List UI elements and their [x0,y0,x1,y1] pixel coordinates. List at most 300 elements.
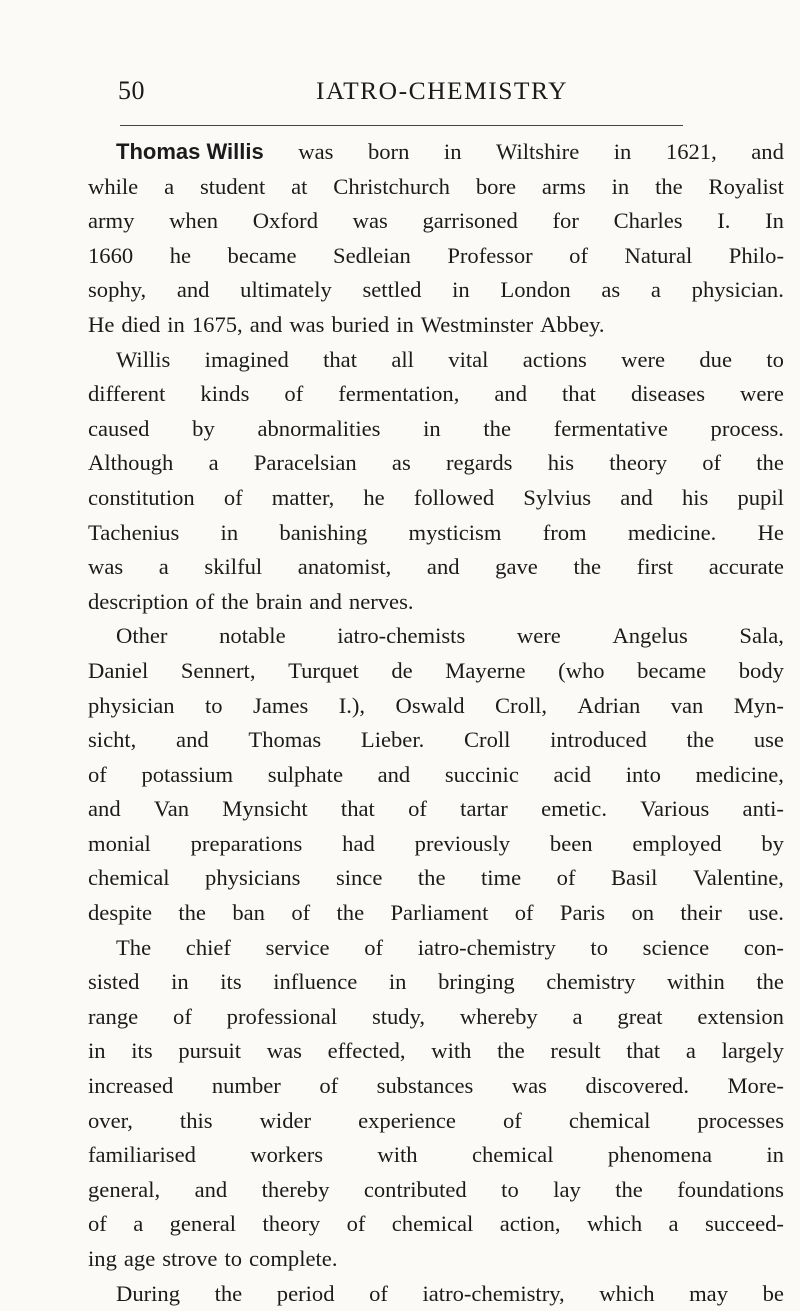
word: foundations [677,1176,784,1202]
word: chemical [88,865,170,891]
word: was [352,208,388,234]
page-number: 50 [118,76,145,105]
word: with [431,1038,472,1064]
word: physicians [205,865,301,891]
word: medicine, [695,761,784,787]
word: the [756,969,784,995]
word: emetic. [541,796,607,822]
word: and [249,311,283,337]
word: into [625,761,661,787]
word: body [738,657,784,683]
text-line [88,1242,784,1277]
word: (who [558,657,605,683]
text-line [88,170,784,205]
word: Croll [463,727,511,753]
text-line [88,239,784,274]
word: Lieber. [360,727,425,753]
word: their [680,900,722,926]
word: a [572,1003,583,1029]
word: and [494,381,527,407]
text-line [88,550,784,585]
word: on [631,900,655,926]
word: introduced [550,727,647,753]
text-line [88,308,784,343]
text-line [88,1277,784,1311]
word: vital [448,346,489,372]
word: the [655,173,683,199]
word: previously [414,830,511,856]
text-line [88,758,784,793]
word: fermentation, [338,381,460,407]
word: due [699,346,732,372]
word: the [686,727,715,753]
word: was [88,554,124,580]
word: chemical [471,1142,554,1168]
word: mysticism [408,519,502,545]
word: in [766,1142,784,1168]
word: thereby [261,1176,330,1202]
word: and [377,761,411,787]
word: student [199,173,266,199]
word: of [556,865,576,891]
word: of [346,1211,366,1237]
word: by [761,830,784,856]
word: Sedleian [333,242,411,268]
word: became [227,242,297,268]
word: all [391,346,414,372]
word: chemical [391,1211,474,1237]
word: Other [116,623,168,649]
word: and [176,727,209,753]
word: of [569,242,588,268]
word: of [502,1107,522,1133]
word: and [309,588,342,614]
word: preparations [190,830,303,856]
word: con- [743,934,784,960]
word: Valentine, [692,865,784,891]
word: Croll, [494,692,548,718]
word: in [88,1038,106,1064]
word: sisted [88,969,140,995]
word: Charles [613,208,683,234]
word: different [88,381,166,407]
word: anti- [742,796,784,822]
word: while [88,173,139,199]
text-line [88,965,784,1000]
word: Mayerne [445,657,526,683]
word: strove [162,1246,218,1271]
word: was [298,139,334,164]
word: kinds [200,381,250,407]
word: of [195,588,215,614]
word: Philo- [728,242,784,268]
word: he [363,484,385,510]
word: monial [88,830,151,856]
word: to [766,346,784,372]
word: of [223,484,243,510]
word: became [637,657,707,683]
word: despite [88,900,152,926]
word: Oswald [395,692,465,718]
word: During [116,1280,181,1306]
word: succeed- [704,1211,784,1237]
word: He [88,311,115,337]
bold-name: Thomas Willis [116,139,264,164]
word: gave [495,554,538,580]
text-line [88,204,784,239]
word: action, [499,1211,561,1237]
word: tartar [460,796,508,822]
word: in [611,173,630,199]
word: science [642,934,710,960]
text-line [88,1138,784,1173]
word: followed [413,484,495,510]
word: his [681,484,709,510]
text-line [88,1069,784,1104]
word: the [483,415,511,441]
word: complete. [249,1246,338,1271]
word: Westminster [420,311,534,337]
word: More- [727,1073,784,1099]
word: time [480,865,522,891]
word: and [751,139,784,164]
word: Daniel [88,657,149,683]
word: employed [632,830,722,856]
word: its [131,1038,153,1064]
word: de [391,657,413,683]
word: Wiltshire [496,139,580,164]
word: with [377,1142,418,1168]
word: Myn- [733,692,784,718]
word: a [650,277,661,303]
word: chief [185,934,231,960]
word: may [689,1280,728,1306]
word: caused [88,415,150,441]
word: I.), [338,692,366,718]
word: Mynsicht [222,796,308,822]
word: of [284,381,304,407]
word: pupil [737,484,784,510]
word: actions [522,346,587,372]
text-line [88,135,784,170]
word: of [408,796,427,822]
word: imagined [204,346,289,372]
text-line [88,1173,784,1208]
word: for [552,208,579,234]
word: of [319,1073,339,1099]
word: Christchurch [333,173,450,199]
word: Although [88,450,174,476]
word: ing [88,1246,117,1271]
text-line [88,585,784,620]
word: at [291,173,308,199]
word: I. [717,208,731,234]
word: age [123,1246,156,1271]
text-line [88,1000,784,1035]
word: wider [259,1107,312,1133]
word: he [169,242,192,268]
word: as [391,450,411,476]
text-line [88,896,784,931]
word: service [265,934,330,960]
word: iatro-chemists [337,623,466,649]
word: acid [553,761,592,787]
word: Professor [447,242,533,268]
word: of [173,1003,192,1029]
word: by [192,415,215,441]
text-line [88,931,784,966]
word: sulphate [267,761,343,787]
word: substances [376,1073,474,1099]
word: Thomas [248,727,322,753]
word: which [586,1211,643,1237]
word: the [178,900,206,926]
word: in [423,415,441,441]
word: medicine. [627,519,717,545]
word: first [636,554,674,580]
word: that [626,1038,661,1064]
word: in [220,519,239,545]
word: a [133,1211,144,1237]
word: fermentative [553,415,668,441]
word: since [335,865,383,891]
word: chemical [568,1107,651,1133]
word: when [169,208,219,234]
word: Turquet [288,657,359,683]
word: description [88,588,189,614]
body-text [88,135,784,1311]
word: of [364,934,384,960]
word: regards [445,450,513,476]
word: influence [273,969,358,995]
text-line [88,619,784,654]
word: within [667,969,725,995]
text-line [88,792,784,827]
word: a [158,554,169,580]
word: Various [640,796,710,822]
word: abnormalities [257,415,381,441]
word: In [765,208,784,234]
text-line [88,377,784,412]
word: whereby [459,1003,538,1029]
word: was [289,311,325,337]
word: nerves. [348,588,414,614]
word: a [164,173,175,199]
text-line [88,1034,784,1069]
word: iatro-chemistry [417,934,556,960]
word: iatro-chemistry, [422,1280,565,1306]
word: Tachenius [88,519,180,545]
word: theory [262,1211,321,1237]
word: constitution [88,484,195,510]
word: Basil [610,865,658,891]
word: succinic [444,761,519,787]
word: increased [88,1073,174,1099]
running-head: IATRO-CHEMISTRY [316,76,569,105]
text-line [88,827,784,862]
word: James [253,692,309,718]
word: contributed [363,1176,467,1202]
word: the [615,1176,643,1202]
word: The [116,934,152,960]
word: discovered. [585,1073,689,1099]
word: of [291,900,311,926]
word: general [169,1211,237,1237]
word: the [336,900,365,926]
word: of [514,900,534,926]
header-rule [120,125,683,126]
word: his [547,450,575,476]
word: banishing [279,519,368,545]
word: this [179,1107,213,1133]
word: in [452,277,470,303]
word: Parliament [390,900,489,926]
text-line [88,412,784,447]
word: He [757,519,784,545]
word: 1660 [88,242,134,268]
word: anatomist, [297,554,392,580]
word: were [621,346,666,372]
word: skilful [204,554,263,580]
word: Royalist [708,173,784,199]
word: its [220,969,242,995]
word: 1621, [665,139,717,164]
word: Abbey. [540,311,605,337]
word: to [205,692,223,718]
word: accurate [708,554,784,580]
word: lay [553,1176,581,1202]
word: use [753,727,784,753]
text-line [88,723,784,758]
word: over, [88,1107,133,1133]
word: buried [331,311,390,337]
text-line [88,516,784,551]
text-line [88,446,784,481]
word: Sylvius [523,484,592,510]
word: in [171,969,189,995]
word: and [426,554,460,580]
word: a [668,1211,679,1237]
word: extension [697,1003,784,1029]
word: in [167,311,185,337]
word: bore [475,173,516,199]
word: notable [219,623,286,649]
text-line [88,1104,784,1139]
word: that [340,796,375,822]
word: study, [371,1003,426,1029]
word: to [501,1176,519,1202]
word: Sala, [739,623,784,649]
text-line [88,273,784,308]
word: Oxford [252,208,318,234]
word: born [367,139,410,164]
word: workers [250,1142,324,1168]
word: to [224,1246,243,1271]
word: great [617,1003,663,1029]
word: that [323,346,357,372]
word: and [620,484,653,510]
word: the [214,1280,243,1306]
word: Angelus [612,623,688,649]
word: Paracelsian [253,450,357,476]
word: that [562,381,596,407]
word: potassium [141,761,234,787]
word: period [276,1280,335,1306]
word: was [266,1038,302,1064]
word: in [613,139,632,164]
word: theory [609,450,668,476]
word: from [542,519,587,545]
word: which [599,1280,655,1306]
word: result [550,1038,601,1064]
word: pursuit [178,1038,242,1064]
word: and [176,277,210,303]
word: bringing [438,969,515,995]
word: army [88,208,135,234]
word: ultimately [240,277,332,303]
word: Van [153,796,190,822]
word: the [417,865,446,891]
word: the [497,1038,525,1064]
word: be [762,1280,784,1306]
word: familiarised [88,1142,196,1168]
word: processes [697,1107,784,1133]
word: had [342,830,375,856]
word: chemistry [546,969,636,995]
word: of [88,1211,107,1237]
word: physician. [691,277,784,303]
word: and [88,796,121,822]
word: Paris [559,900,606,926]
word: effected, [327,1038,406,1064]
word: a [208,450,219,476]
word: as [601,277,621,303]
word: physician [88,692,175,718]
page-header [118,76,684,112]
word: garrisoned [422,208,518,234]
word: to [590,934,608,960]
word: the [221,588,249,614]
word: were [740,381,784,407]
word: died [121,311,161,337]
word: a [685,1038,696,1064]
word: of [88,761,107,787]
word: range [88,1003,139,1029]
word: van [670,692,704,718]
word: sophy, [88,277,147,303]
word: the [573,554,602,580]
word: general, [88,1176,161,1202]
word: in [388,969,407,995]
word: brain [255,588,303,614]
word: arms [541,173,586,199]
word: diseases [630,381,705,407]
word: and [194,1176,228,1202]
word: was [511,1073,547,1099]
word: 1675, [191,311,243,337]
word: of [369,1280,388,1306]
word: process. [710,415,784,441]
word: in [396,311,414,337]
word: settled [362,277,422,303]
word: the [756,450,784,476]
word: matter, [271,484,335,510]
word: phenomena [607,1142,712,1168]
word: sicht, [88,727,137,753]
word: use. [748,900,784,926]
word: largely [721,1038,784,1064]
text-line [88,481,784,516]
